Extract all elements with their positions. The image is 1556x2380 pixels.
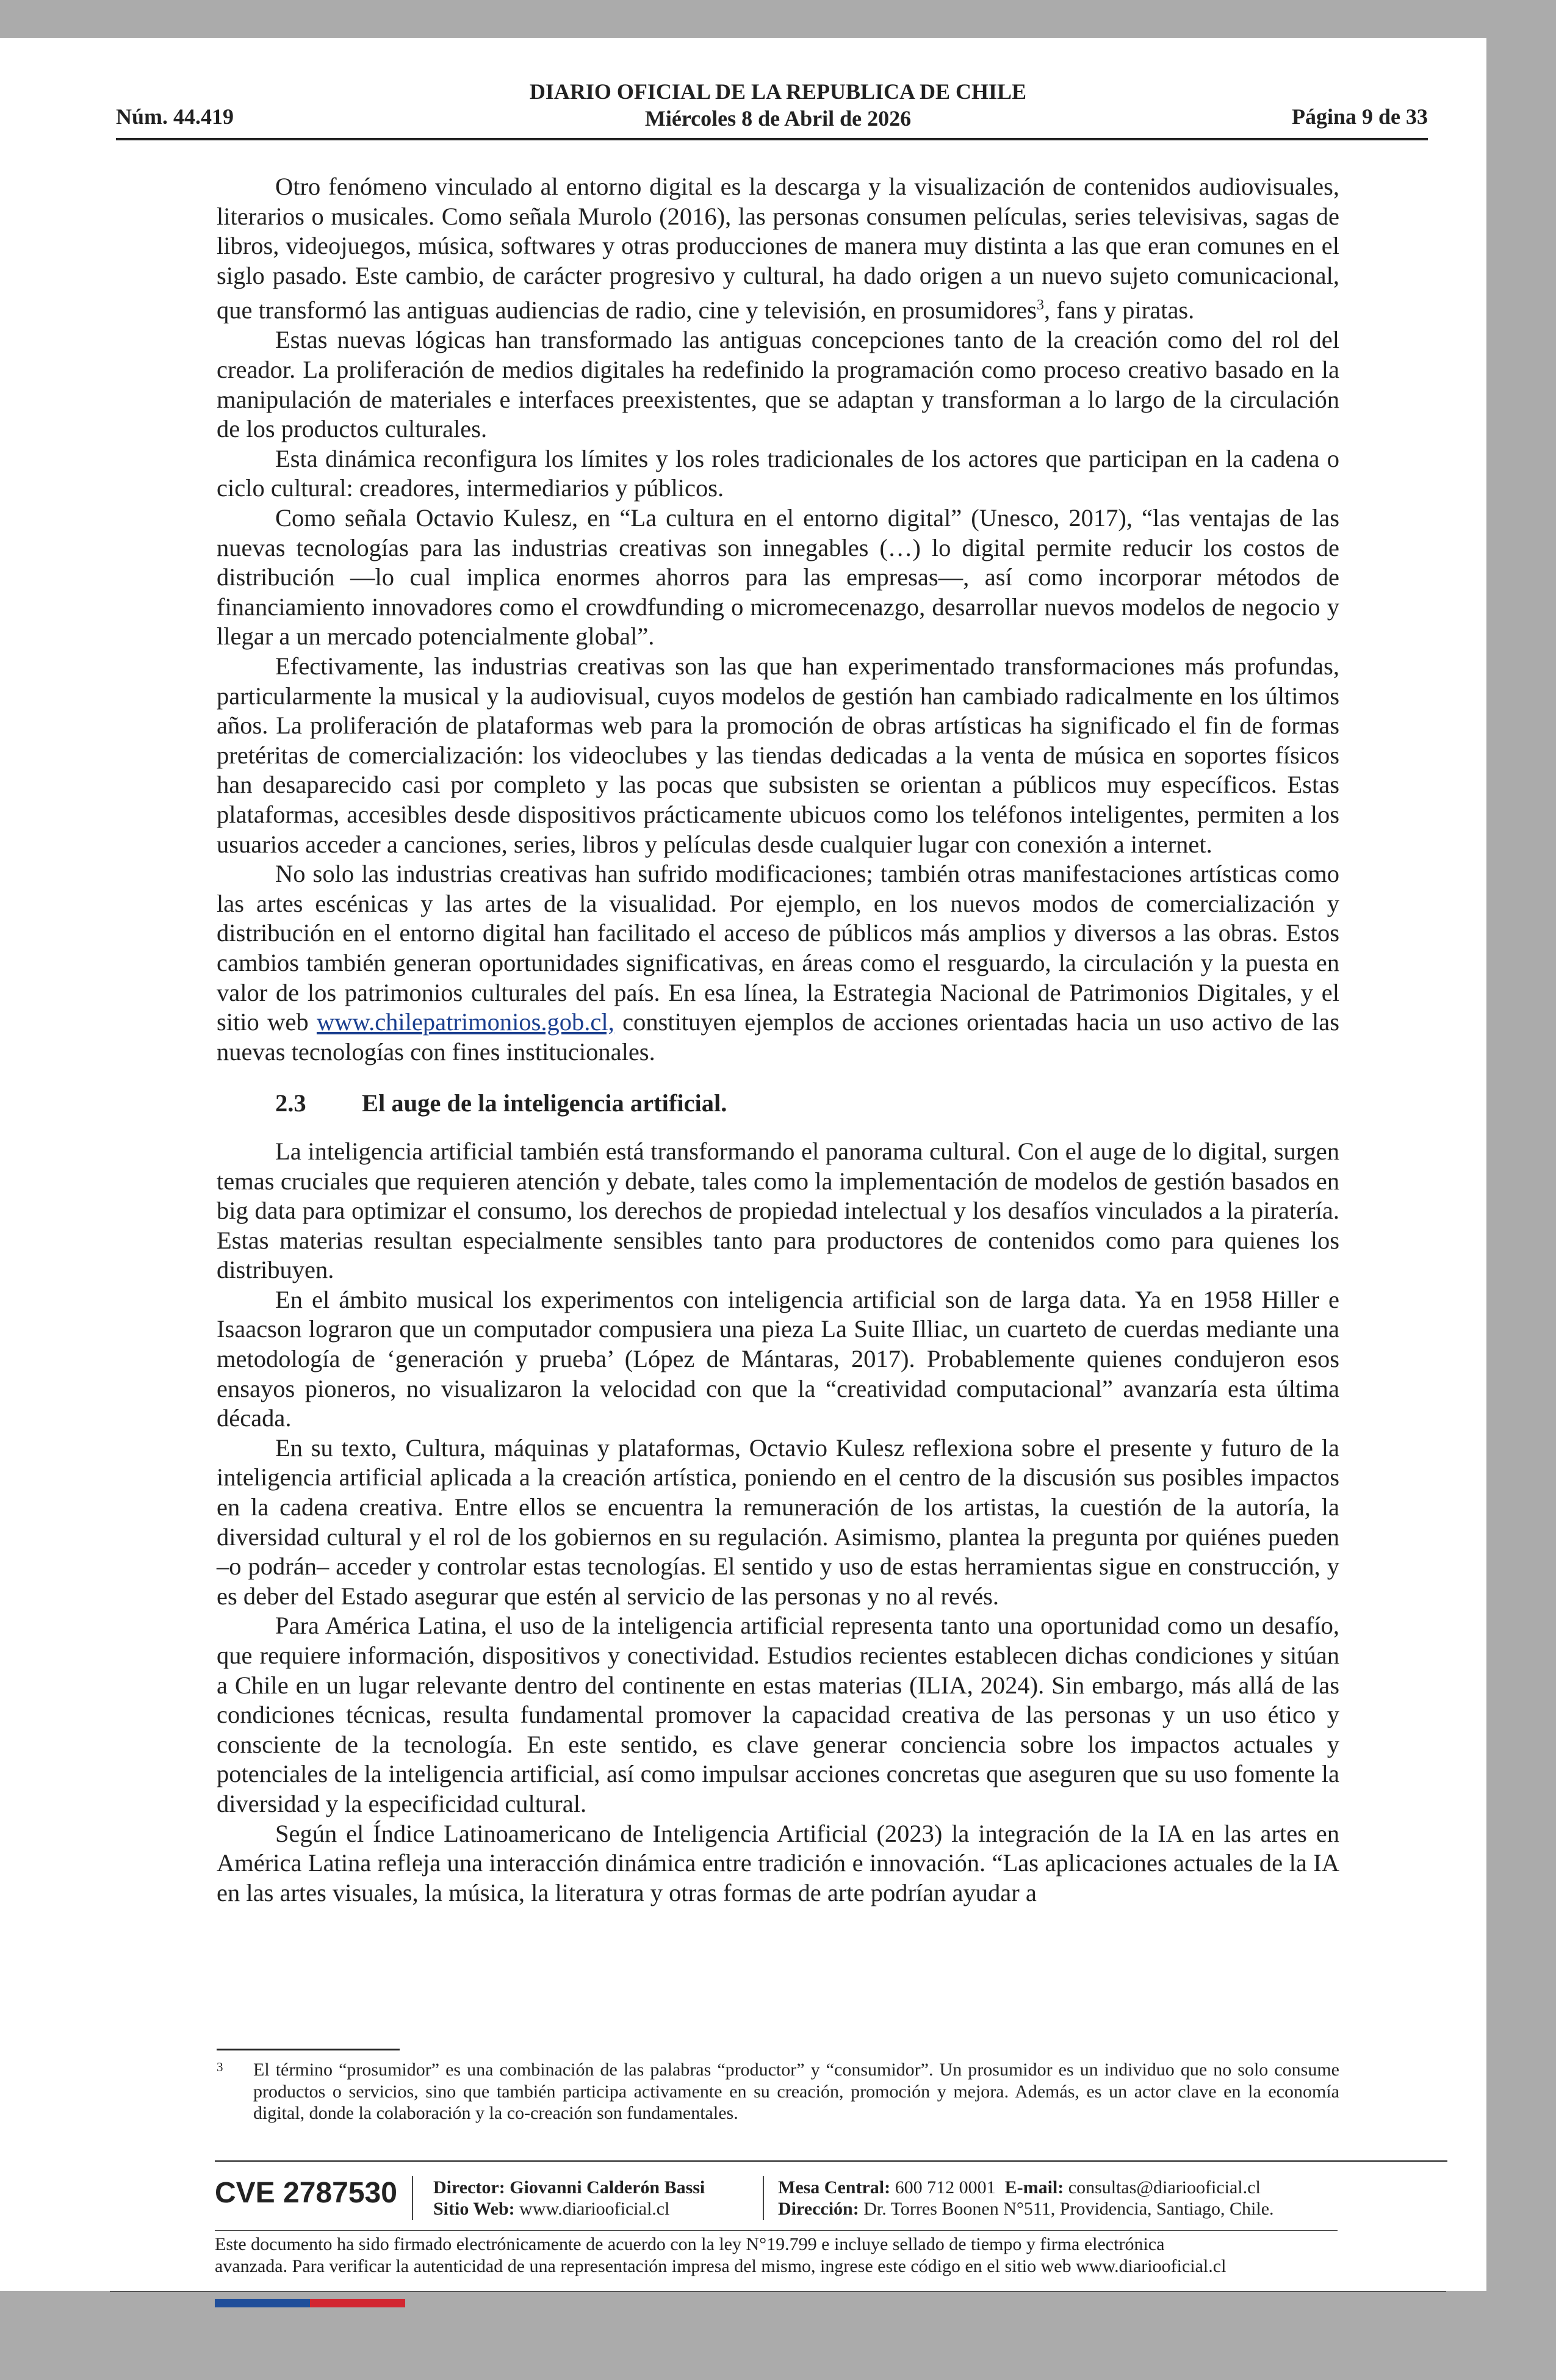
- footer-director-block: Director: Giovanni Calderón Bassi Sitio Web: www.diariooficial.cl: [433, 2177, 705, 2219]
- legal-notice: Este documento ha sido firmado electrónicamente de acuerdo con la ley N°19.799 e incluye sellado de tiempo y firma electrónica avanzada. Para verificar la autenticidad de una representación impresa del mismo, ingrese este código en el sitio web www.diariooficial.cl: [215, 2234, 1226, 2276]
- paragraph: En su texto, Cultura, máquinas y plataformas, Octavio Kulesz reflexiona sobre el presente y futuro de la inteligencia artificial aplicada a la creación artística, poniendo en el centro de la discusión sus posibles impactos en la cadena creativa. Entre ellos se encuentra la remuneración de los artistas, la cuestión de la autoría, la diversidad cultural y el rol de los gobiernos en su regulación. Asimismo, plantea la pregunta por quiénes pueden –o podrán– acceder y controlar estas tecnologías. El sentido y uso de estas herramientas sigue en construcción, y es deber del Estado asegurar que estén al servicio de las personas y no al revés.: [217, 1433, 1339, 1610]
- paragraph: Otro fenómeno vinculado al entorno digital es la descarga y la visualización de contenidos audiovisuales, literarios o musicales. Como señala Murolo (2016), las personas consumen películas, series televisivas, sagas de libros, videojuegos, música, softwares y otras producciones de manera muy distinta a las que eran comunes en el siglo pasado. Este cambio, de carácter progresivo y cultural, ha dado origen a un nuevo sujeto comunicacional, que transformó las antiguas audiencias de radio, cine y televisión, en prosumidores$^3$, fans y piratas.: [217, 173, 1339, 324]
- paragraph: Como señala Octavio Kulesz, en “La cultura en el entorno digital” (Unesco, 2017), “las ventajas de las nuevas tecnologías para las industrias creativas son innegables (…) lo digital permite reducir los costos de distribución —lo cual implica enormes ahorros para las empresas—, así como incorporar métodos de financiamiento innovadores como el crowdfunding o micromecenazgo, desarrollar nuevos modelos de negocio y llegar a un mercado potencialmente global”.: [217, 504, 1339, 651]
- page-indicator: Página 9 de 33: [1291, 104, 1428, 129]
- footnote-ref[interactable]: 3: [1037, 297, 1044, 314]
- paragraph: Efectivamente, las industrias creativas son las que han experimentado transformaciones más profundas, particularmente la musical y la audiovisual, cuyos modelos de gestión han cambiado radicalmente en los últimos años. La proliferación de plataformas web para la promoción de obras artísticas ha significado el fin de formas pretéritas de comercialización: los videoclubes y las tiendas dedicadas a la venta de música en soportes físicos han desaparecido casi por completo y las pocas que subsisten se orientan a públicos muy específicos. Estas plataformas, accesibles desde dispositivos prácticamente ubicuos como los teléfonos inteligentes, permiten a los usuarios acceder a canciones, series, libros y películas desde cualquier lugar con conexión a internet.: [217, 652, 1339, 858]
- issue-date: Miércoles 8 de Abril de 2026: [644, 106, 912, 131]
- article-body: [217, 172, 1339, 1908]
- footer-rule-bottom: [110, 2291, 1446, 2292]
- paragraph: Para América Latina, el uso de la inteligencia artificial representa tanto una oportunidad como un desafío, que requiere información, dispositivos y conectividad. Estudios recientes establecen dichas condiciones y sitúan a Chile en un lugar relevante dentro del continente en estas materias (ILIA, 2024). Sin embargo, más allá de las condiciones técnicas, resulta fundamental promover la capacidad creativa de las personas y un uso ético y consciente de la tecnología. En este sentido, es clave generar conciencia sobre los impactos actuales y potenciales de la inteligencia artificial, así como impulsar acciones concretas que aseguren que su uso fomente la diversidad y la especificidad cultural.: [217, 1612, 1339, 1817]
- paragraph: Según el Índice Latinoamericano de Inteligencia Artificial (2023) la integración de la IA en las artes en América Latina refleja una interacción dinámica entre tradición e innovación. “Las aplicaciones actuales de la IA en las artes visuales, la música, la literatura y otras formas de arte podrían ayudar a: [217, 1819, 1339, 1906]
- footer-contact-block: Mesa Central: 600 712 0001 E-mail: consultas@diariooficial.cl Dirección: Dr. Torres Boonen N°511, Providencia, Santiago, Chile.: [778, 2177, 1274, 2219]
- section-heading: [275, 1089, 1339, 1119]
- issue-number: Núm. 44.419: [116, 104, 234, 129]
- cve-code: CVE 2787530: [215, 2177, 397, 2209]
- footnote-text: El término “prosumidor” es una combinación de las palabras “productor” y “consumidor”. Un prosumidor es un individuo que no solo consume productos o servicios, sino que también participa activamente en su creación, promoción y mejora. Además, es un actor clave en la economía digital, donde la colaboración y la co-creación son fundamentales.: [253, 2060, 1339, 2123]
- newspaper-title: DIARIO OFICIAL DE LA REPUBLICA DE CHILE: [529, 79, 1027, 104]
- flag-bar-red: [310, 2299, 405, 2307]
- paragraph: La inteligencia artificial también está transformando el panorama cultural. Con el auge de lo digital, surgen temas cruciales que requieren atención y debate, tales como la implementación de modelos de gestión basados en big data para optimizar el consumo, los derechos de propiedad intelectual y los desafíos vinculados a la piratería. Estas materias resultan especialmente sensibles tanto para productores de contenidos como para quienes los distribuyen.: [217, 1137, 1339, 1284]
- paragraph: Esta dinámica reconfigura los límites y los roles tradicionales de los actores que participan en la cadena o ciclo cultural: creadores, intermediarios y públicos.: [217, 444, 1339, 502]
- section-number: 2.3: [275, 1089, 306, 1117]
- paragraph: No solo las industrias creativas han sufrido modificaciones; también otras manifestaciones artísticas como las artes escénicas y las artes de la visualidad. Por ejemplo, en los nuevos modos de comercialización y distribución en el entorno digital han facilitado el acceso de públicos más amplios y diversos a las obras. Estos cambios también generan oportunidades significativas, en áreas como el resguardo, la circulación y la puesta en valor de los patrimonios culturales del país. En esa línea, la Estrategia Nacional de Patrimonios Digitales, y el sitio web www.chilepatrimonios.gob.cl, constituyen ejemplos de acciones orientadas hacia un uso activo de las nuevas tecnologías con fines institucionales.: [217, 860, 1339, 1066]
- email-text: consultas@diariooficial.cl: [1068, 2177, 1261, 2198]
- flag-bar-blue: [215, 2299, 310, 2307]
- footer-rule-top: [215, 2160, 1447, 2162]
- footnote-mark: 3: [217, 2060, 223, 2074]
- footnote: [217, 2059, 1339, 2124]
- footer-divider: [412, 2176, 413, 2220]
- paragraph: En el ámbito musical los experimentos con inteligencia artificial son de larga data. Ya en 1958 Hiller e Isaacson lograron que un computador compusiera una pieza La Suite Illiac, un cuarteto de cuerdas mediante una metodología de ‘generación y prueba’ (López de Mántaras, 2017). Probablemente quienes condujeron esos ensayos pioneros, no visualizaron la velocidad con que la “creatividad computacional” avanzaría esta última década.: [217, 1285, 1339, 1432]
- paragraph: Estas nuevas lógicas han transformado las antiguas concepciones tanto de la creación como del rol del creador. La proliferación de medios digitales ha redefinido la programación como proceso creativo basado en la manipulación de materiales e interfaces preexistentes, que se adaptan y transforman a lo largo de la circulación de los productos culturales.: [217, 326, 1339, 443]
- footer-rule-mid: [215, 2230, 1338, 2231]
- website-text: www.diariooficial.cl: [519, 2199, 670, 2219]
- header-rule: [116, 138, 1428, 140]
- section-title: El auge de la inteligencia artificial.: [362, 1089, 727, 1117]
- chilepatrimonios-link[interactable]: www.chilepatrimonios.gob.cl,: [316, 1008, 614, 1036]
- footer-divider: [763, 2176, 764, 2220]
- footnote-rule: [217, 2049, 400, 2050]
